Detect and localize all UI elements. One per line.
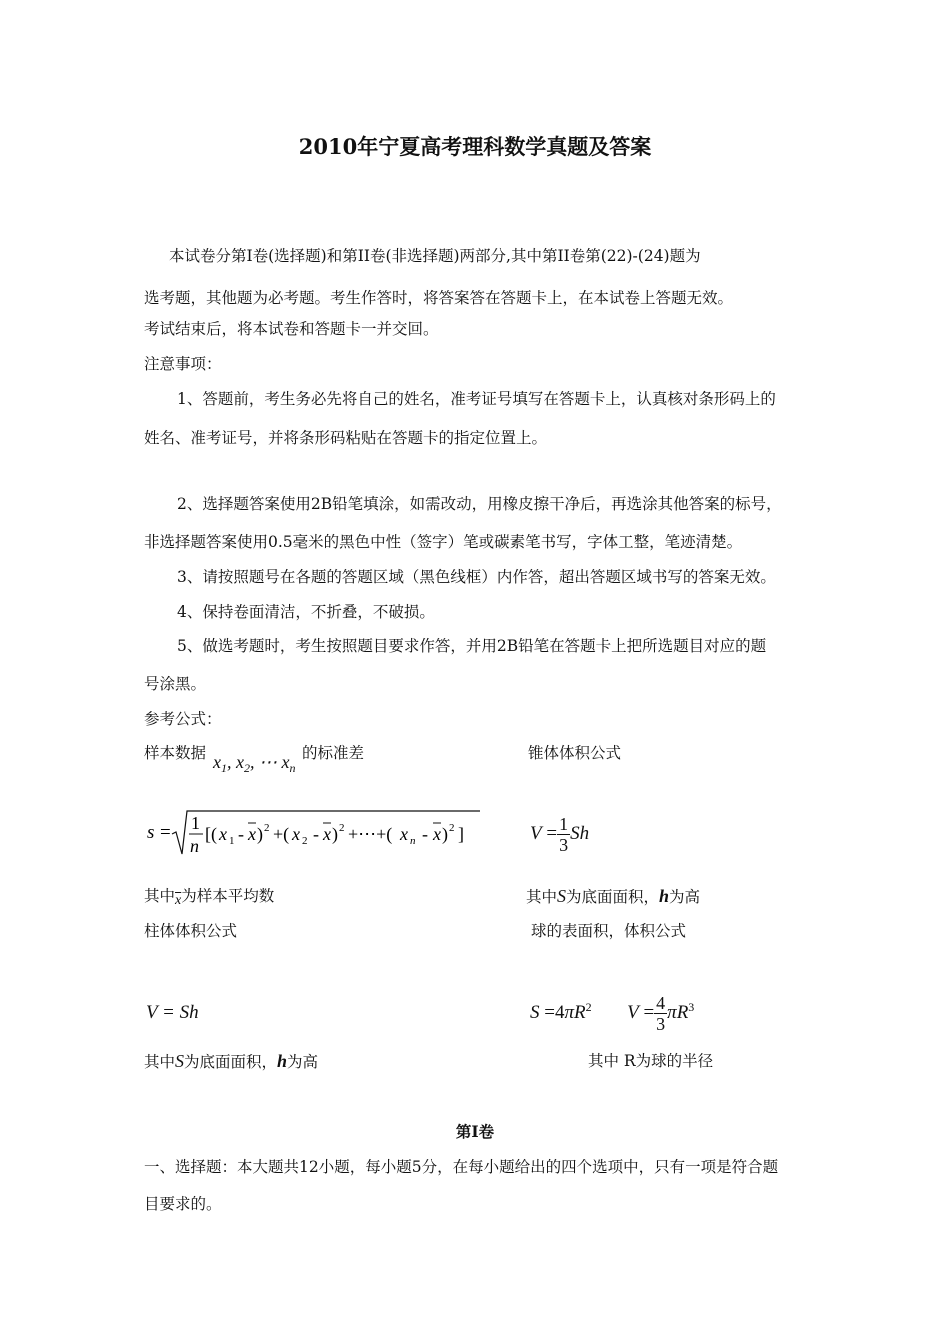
note-1-line-1: 1、答题前，考生务必先将自己的姓名，准考证号填写在答题卡上，认真核对条形码上的 <box>177 390 776 408</box>
section-desc-line-2: 目要求的。 <box>144 1195 222 1213</box>
svg-text:-: - <box>422 824 428 844</box>
notes-heading: 注意事项： <box>144 355 222 373</box>
section-heading: 第Ⅰ卷 <box>455 1122 495 1141</box>
svg-text:n: n <box>410 835 416 847</box>
sample-data-symbol: $x_1$, $x_2$, ⋯ $x_n$ <box>213 752 296 775</box>
svg-text:): ) <box>442 824 448 844</box>
svg-text:2: 2 <box>339 822 345 834</box>
svg-text:x: x <box>323 824 331 844</box>
svg-text:1: 1 <box>229 835 235 847</box>
sphere-note: 其中 R为球的半径 <box>588 1052 714 1070</box>
prism-label: 柱体体积公式 <box>144 922 238 940</box>
page-title: 2010年宁夏高考理科数学真题及答案 <box>298 134 652 159</box>
intro-line-3: 考试结束后，将本试卷和答题卡一并交回。 <box>144 320 439 338</box>
cone-note <box>526 886 700 907</box>
mean-note <box>144 886 274 911</box>
section-desc-line-1: 一、选择题：本大题共12小题，每小题5分，在每小题给出的四个选项中，只有一项是符合题 <box>144 1158 779 1176</box>
svg-text:): ) <box>257 824 263 844</box>
svg-text:n: n <box>190 836 199 856</box>
cone-label: 锥体体积公式 <box>528 744 622 762</box>
sphere-formulas: $S =4\pi R^2$ V = $\frac{4}{3}$ $\pi R^3$ <box>530 993 695 1034</box>
note-3: 3、请按照题号在各题的答题区域（黑色线框）内作答，超出答题区域书写的答案无效。 <box>177 568 776 586</box>
svg-text:2: 2 <box>302 835 308 847</box>
note-4: 4、保持卷面清洁，不折叠，不破损。 <box>177 603 435 621</box>
prism-note-pre: 其中 <box>144 1053 176 1071</box>
svg-text:x: x <box>248 824 256 844</box>
sphere-label: 球的表面积，体积公式 <box>531 922 687 940</box>
svg-text:x: x <box>433 824 441 844</box>
svg-text:[(: [( <box>205 824 217 844</box>
formulas-heading: 参考公式： <box>144 710 222 728</box>
svg-text:=: = <box>160 822 171 843</box>
mean-note-post: 为样本平均数 <box>181 887 275 905</box>
note-2-line-2: 非选择题答案使用0.5毫米的黑色中性（签字）笔或碳素笔书写，字体工整，笔迹清楚。 <box>144 533 743 551</box>
prism-note-post: 为高 <box>287 1053 319 1071</box>
std-dev-label-pre: 样本数据 <box>144 744 207 762</box>
prism-note <box>144 1051 318 1072</box>
cone-note-post: 为高 <box>669 888 701 906</box>
svg-text:]: ] <box>458 824 464 844</box>
note-2-line-1: 2、选择题答案使用2B铅笔填涂，如需改动，用橡皮擦干净后，再选涂其他答案的标号， <box>177 495 782 513</box>
svg-text:x: x <box>400 824 408 844</box>
svg-text:1: 1 <box>191 813 200 833</box>
svg-text:-: - <box>313 824 319 844</box>
height-symbol: h <box>659 886 670 906</box>
mean-symbol: $\overline{x}$ <box>175 893 182 908</box>
prism-note-mid: 为底面面积， <box>184 1053 278 1071</box>
intro-line-1: 本试卷分第Ⅰ卷(选择题)和第II卷(非选择题)两部分,其中第II卷第(22)-(24)题为 <box>169 247 701 265</box>
svg-text:2: 2 <box>449 822 455 834</box>
std-dev-formula <box>147 807 481 863</box>
cone-volume-formula: V = $\frac{1}{3}$ Sh <box>530 814 590 855</box>
note-5-line-2: 号涂黑。 <box>144 675 207 693</box>
svg-text:x: x <box>219 824 227 844</box>
note-1-line-2: 姓名、准考证号，并将条形码粘贴在答题卡的指定位置上。 <box>144 429 548 447</box>
std-dev-label-post: 的标准差 <box>302 744 365 762</box>
svg-text:s: s <box>147 822 155 843</box>
prism-area-symbol: S <box>175 1051 185 1071</box>
svg-text:x: x <box>292 824 300 844</box>
mean-note-pre: 其中 <box>144 887 176 905</box>
intro-line-2: 选考题，其他题为必考题。考生作答时，将答案答在答题卡上，在本试卷上答题无效。 <box>144 289 734 307</box>
area-symbol: S <box>557 886 567 906</box>
svg-text:): ) <box>332 824 338 844</box>
svg-text:-: - <box>238 824 244 844</box>
note-5-line-1: 5、做选考题时，考生按照题目要求作答，并用2B铅笔在答题卡上把所选题目对应的题 <box>177 637 767 655</box>
std-dev-formula-graphic <box>147 807 481 863</box>
svg-text:2: 2 <box>264 822 270 834</box>
prism-height-symbol: h <box>277 1051 288 1071</box>
svg-text:+⋯+(: +⋯+( <box>348 824 393 844</box>
prism-volume-formula: V = Sh <box>146 1002 199 1023</box>
cone-note-mid: 为底面面积， <box>566 888 660 906</box>
cone-note-pre: 其中 <box>526 888 558 906</box>
svg-text:+(: +( <box>273 824 290 844</box>
